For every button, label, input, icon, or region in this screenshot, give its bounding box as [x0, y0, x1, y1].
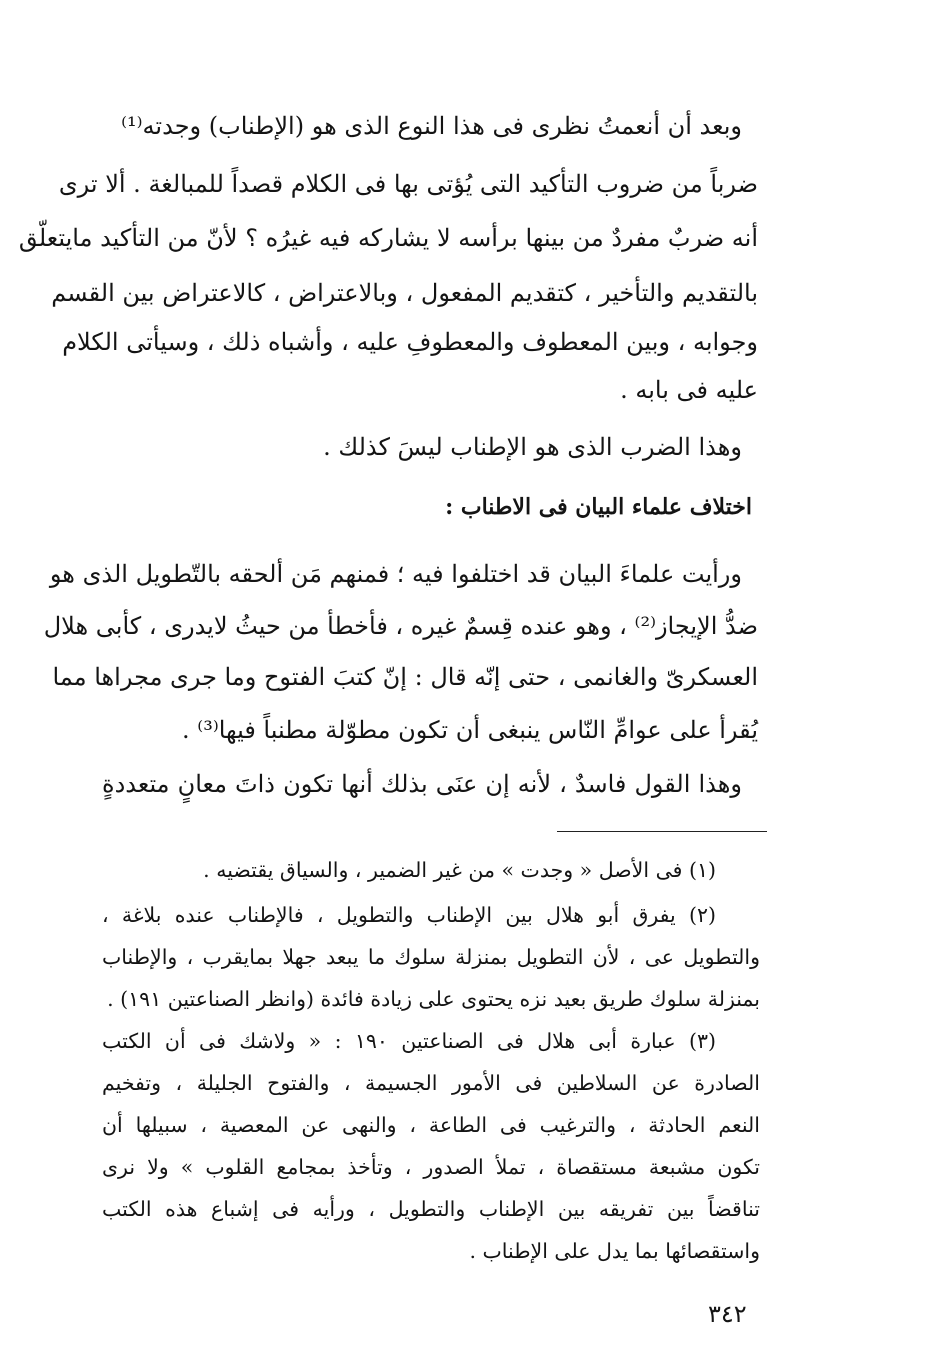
- body-line: عليه فى بابه .: [620, 376, 758, 404]
- body-line: بالتقديم والتأخير ، كتقديم المفعول ، وبالاعتراض ، كالاعتراض بين القسم: [51, 279, 758, 307]
- footnote-3-line: تناقضاً بين تفريقه بين الإطناب والتطويل ، ورأيه فى إشباع هذه الكتب: [102, 1197, 760, 1221]
- body-line: يُقرأ على عوامِّ النّاس ينبغى أن تكون مطوّلة مطنباً فيها⁽³⁾ .: [182, 716, 758, 744]
- footnote-1: (١) فى الأصل « وجدت » من غير الضمير ، والسياق يقتضيه .: [203, 858, 716, 882]
- footnote-2-line: بمنزلة سلوك طريق بعيد نزه يحتوى على زيادة فائدة (وانظر الصناعتين ١٩١) .: [107, 987, 760, 1011]
- body-line: ضرباً من ضروب التأكيد التى يُؤتى بها فى الكلام قصداً للمبالغة . ألا ترى: [58, 170, 758, 198]
- body-line: وهذا الضرب الذى هو الإطناب ليسَ كذلك .: [323, 433, 742, 461]
- footnote-3-line: (٣) عبارة أبى هلال فى الصناعتين ١٩٠ : « ولاشك فى أن الكتب: [102, 1029, 717, 1053]
- body-line: وجوابه ، وبين المعطوف والمعطوفِ عليه ، وأشباه ذلك ، وسيأتى الكلام: [62, 328, 758, 356]
- footnote-2-line: (٢) يفرق أبو هلال بين الإطناب والتطويل ، فالإطناب عنده بلاغة ،: [102, 903, 716, 927]
- footnote-2-line: والتطويل عى ، لأن التطويل بمنزلة سلوك ما يبعد جهلا بمايقرب ، والإطناب: [102, 945, 760, 969]
- footnote-3-line: النعم الحادثة ، والترغيب فى الطاعة ، والنهى عن المعصية ، سبيلها أن: [102, 1113, 760, 1137]
- body-line: أنه ضربٌ مفردٌ من بينها برأسه لا يشاركه فيه غيرُه ؟ لأنّ من التأكيد مايتعلّق: [18, 224, 758, 252]
- body-line: العسكرىّ والغانمى ، حتى إنّه قال : إنّ كتبَ الفتوح وما جرى مجراها مما: [52, 663, 758, 691]
- body-line: وهذا القول فاسدٌ ، لأنه إن عنَى بذلك أنها تكون ذاتَ معانٍ متعددةٍ: [102, 770, 742, 798]
- section-heading: اختلاف علماء البيان فى الاطناب :: [445, 494, 752, 520]
- footnote-divider: [557, 831, 767, 832]
- body-line: ضدُّ الإيجاز⁽²⁾ ، وهو عنده قِسمٌ غيره ، فأخطأ من حيثُ لايدرى ، كأبى هلال: [43, 612, 758, 640]
- page-number: ٣٤٢: [708, 1300, 747, 1328]
- footnote-3-line: واستقصائها بما يدل على الإطناب .: [469, 1239, 760, 1263]
- body-line: وبعد أن أنعمتُ نظرى فى هذا النوع الذى هو (الإطناب) وجدته⁽¹⁾: [121, 112, 742, 140]
- footnote-3-line: تكون مشبعة مستقصاة ، تملأ الصدور ، وتأخذ بمجامع القلوب » ولا نرى: [102, 1155, 760, 1179]
- body-line: ورأيت علماءَ البيان قد اختلفوا فيه ؛ فمنهم مَن ألحقه بالتّطويل الذى هو: [49, 560, 742, 588]
- footnote-3-line: الصادرة عن السلاطين فى الأمور الجسيمة ، والفتوح الجليلة ، وتفخيم: [102, 1071, 760, 1095]
